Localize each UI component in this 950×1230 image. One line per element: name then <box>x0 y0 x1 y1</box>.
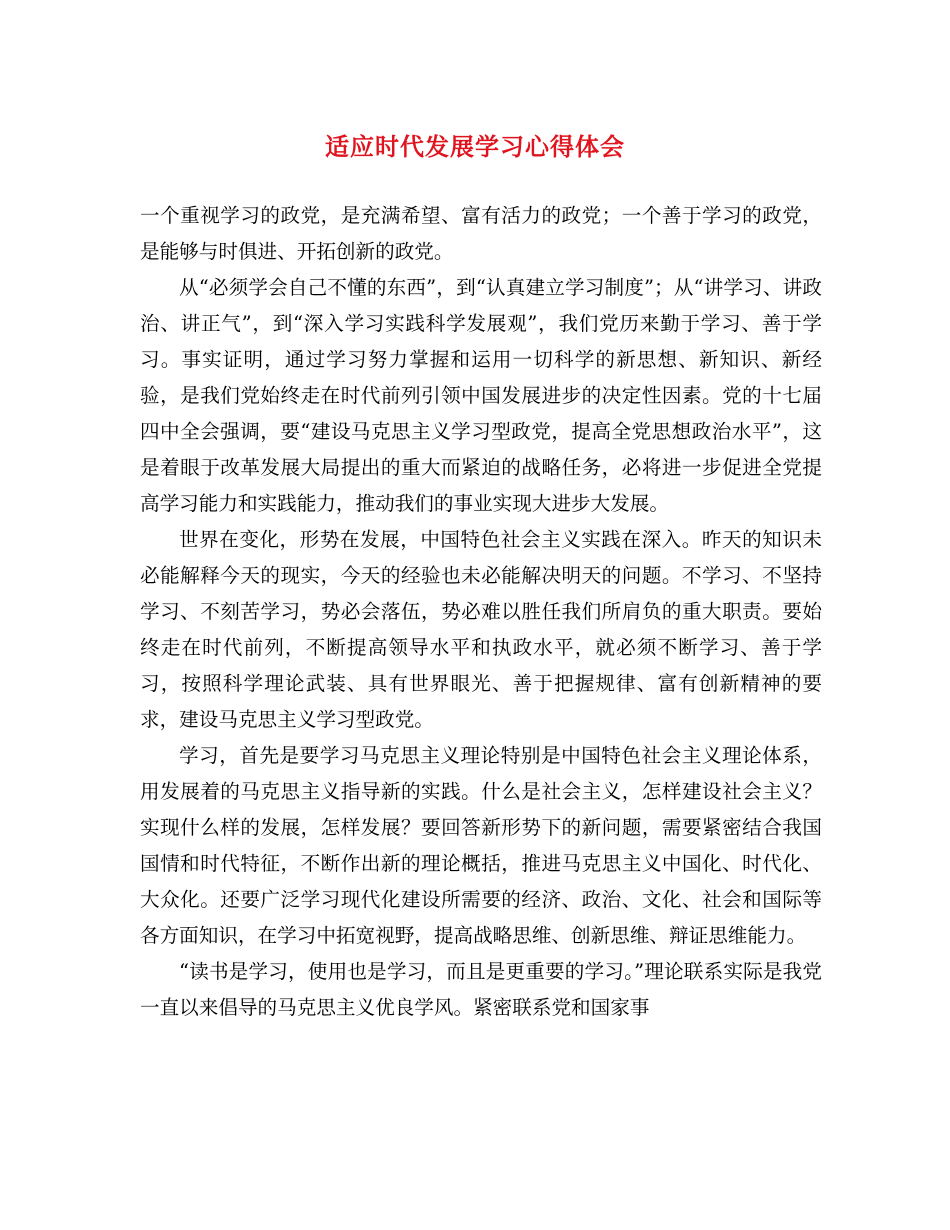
paragraph-4: 学习，首先是要学习马克思主义理论特别是中国特色社会主义理论体系，用发展着的马克思主义指导新的实践。什么是社会主义，怎样建设社会主义？实现什么样的发展，怎样发展？要回答新形势下的新问题，需要紧密结合我国国情和时代特征，不断作出新的理论概括，推进马克思主义中国化、时代化、大众化。还要广泛学习现代化建设所需要的经济、政治、文化、社会和国际等各方面知识，在学习中拓宽视野，提高战略思维、创新思维、辩证思维能力。 <box>140 744 822 947</box>
document-title: 适应时代发展学习心得体会 <box>325 133 625 161</box>
document-body <box>140 198 822 1026</box>
paragraph-3: 世界在变化，形势在发展，中国特色社会主义实践在深入。昨天的知识未必能解释今天的现实，今天的经验也未必能解决明天的问题。不学习、不坚持学习、不刻苦学习，势必会落伍，势必难以胜任我们所肩负的重大职责。要始终走在时代前列，不断提高领导水平和执政水平，就必须不断学习、善于学习，按照科学理论武装、具有世界眼光、善于把握规律、富有创新精神的要求，建设马克思主义学习型政党。 <box>140 528 822 731</box>
paragraph-2: 从“必须学会自己不懂的东西”，到“认真建立学习制度”；从“讲学习、讲政治、讲正气”，到“深入学习实践科学发展观”，我们党历来勤于学习、善于学习。事实证明，通过学习努力掌握和运用一切科学的新思想、新知识、新经验，是我们党始终走在时代前列引领中国发展进步的决定性因素。党的十七届四中全会强调，要“建设马克思主义学习型政党，提高全党思想政治水平”，这是着眼于改革发展大局提出的重大而紧迫的战略任务，必将进一步促进全党提高学习能力和实践能力，推动我们的事业实现大进步大发展。 <box>140 276 822 515</box>
paragraph-5: “读书是学习，使用也是学习，而且是更重要的学习。”理论联系实际是我党一直以来倡导的马克思主义优良学风。紧密联系党和国家事 <box>140 960 822 1019</box>
paragraph-1: 一个重视学习的政党，是充满希望、富有活力的政党；一个善于学习的政党，是能够与时俱进、开拓创新的政党。 <box>140 204 822 263</box>
